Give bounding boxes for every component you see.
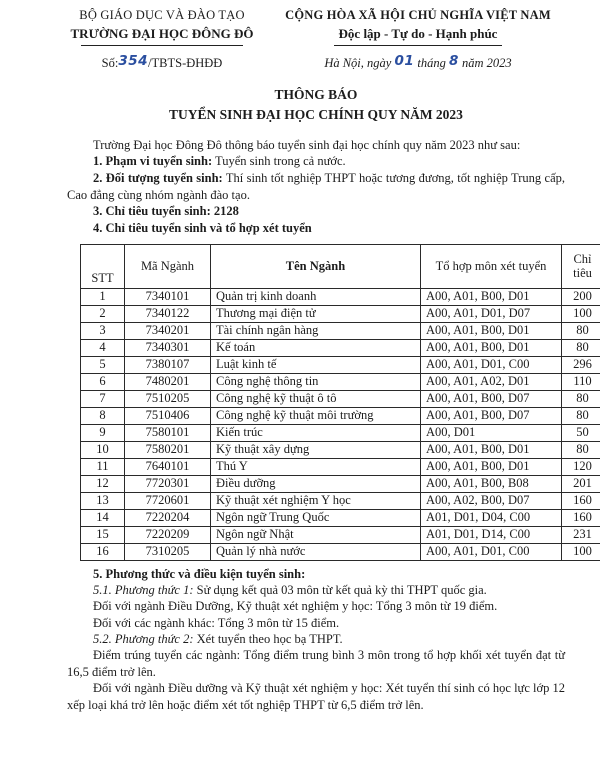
table-cell: 7480201	[125, 373, 211, 390]
table-header	[81, 244, 600, 288]
table-cell: Kỹ thuật xây dựng	[211, 441, 421, 458]
doc-number-prefix: Số:	[101, 55, 119, 70]
table-cell: A00, A01, B00, D07	[421, 407, 562, 424]
table-cell: 12	[81, 475, 125, 492]
table-cell: 231	[562, 526, 600, 543]
table-cell: A00, A01, B00, D07	[421, 390, 562, 407]
table-cell: 7510406	[125, 407, 211, 424]
table-cell: 296	[562, 356, 600, 373]
table-cell: 100	[562, 305, 600, 322]
table-cell: 80	[562, 441, 600, 458]
header-ma-nganh: Mã Ngành	[125, 244, 211, 288]
section-5-para-4	[67, 631, 565, 647]
table-cell: 110	[562, 373, 600, 390]
item-4-label: 4. Chỉ tiêu tuyển sinh và tổ hợp xét tuyển	[93, 220, 312, 235]
table-cell: 10	[81, 441, 125, 458]
item-2	[67, 170, 565, 203]
table-cell: Quản lý nhà nước	[211, 543, 421, 560]
table-row	[81, 407, 600, 424]
table-cell: Ngôn ngữ Trung Quốc	[211, 509, 421, 526]
table-cell: 6	[81, 373, 125, 390]
table-cell: 7640101	[125, 458, 211, 475]
table-cell: 14	[81, 509, 125, 526]
table-row	[81, 441, 600, 458]
table-cell: 100	[562, 543, 600, 560]
table-cell: 7720301	[125, 475, 211, 492]
table-row	[81, 305, 600, 322]
table-cell: A00, A01, D01, C00	[421, 356, 562, 373]
table-cell: A01, D01, D14, C00	[421, 526, 562, 543]
table-cell: 160	[562, 492, 600, 509]
table-cell: A00, A01, D01, C00	[421, 543, 562, 560]
table-cell: 120	[562, 458, 600, 475]
table-row	[81, 288, 600, 305]
table-cell: A00, D01	[421, 424, 562, 441]
table-cell: 15	[81, 526, 125, 543]
table-cell: 5	[81, 356, 125, 373]
method-2-label: 5.2. Phương thức 2:	[93, 632, 194, 647]
table-cell: A00, A01, B00, B08	[421, 475, 562, 492]
table-cell: A00, A01, B00, D01	[421, 339, 562, 356]
document-header	[53, 7, 565, 46]
item-1	[67, 153, 565, 170]
table-cell: A00, A01, B00, D01	[421, 441, 562, 458]
table-cell: 1	[81, 288, 125, 305]
table-cell: Ngôn ngữ Nhật	[211, 526, 421, 543]
document-meta-row	[53, 55, 565, 73]
item-3-label: 3. Chỉ tiêu tuyển sinh: 2128	[93, 204, 239, 219]
national-motto-block	[271, 7, 565, 46]
table-cell: 80	[562, 322, 600, 339]
date-text-3: năm 2023	[462, 55, 512, 70]
ministry-name: BỘ GIÁO DỤC VÀ ĐÀO TẠO	[79, 8, 245, 22]
item-1-text: Tuyển sinh trong cả nước.	[215, 154, 346, 169]
place-date-line	[271, 55, 565, 73]
header-stt: STT	[81, 244, 125, 288]
date-text-2: tháng	[417, 55, 446, 70]
table-cell: 7580101	[125, 424, 211, 441]
table-row	[81, 458, 600, 475]
table-row	[81, 390, 600, 407]
table-cell: A00, A01, D01, D07	[421, 305, 562, 322]
table-cell: A01, D01, D04, C00	[421, 509, 562, 526]
university-name: TRƯỜNG ĐẠI HỌC ĐÔNG ĐÔ	[70, 25, 254, 41]
table-cell: 7380107	[125, 356, 211, 373]
table-row	[81, 339, 600, 356]
table-row	[81, 543, 600, 560]
section-5	[67, 566, 565, 713]
table-row	[81, 373, 600, 390]
table-cell: A00, A01, A02, D01	[421, 373, 562, 390]
date-text-1: Hà Nội, ngày	[324, 55, 392, 70]
table-cell: A00, A02, B00, D07	[421, 492, 562, 509]
header-underline-right	[334, 45, 502, 46]
table-row	[81, 526, 600, 543]
motto-line2: Độc lập - Tự do - Hạnh phúc	[338, 25, 498, 41]
table-cell: 13	[81, 492, 125, 509]
table-row	[81, 424, 600, 441]
table-cell: 160	[562, 509, 600, 526]
table-cell: 7220209	[125, 526, 211, 543]
doc-number-suffix: /TBTS-ĐHĐĐ	[148, 55, 223, 70]
table-cell: Luật kinh tế	[211, 356, 421, 373]
table-cell: Công nghệ kỹ thuật môi trường	[211, 407, 421, 424]
table-cell: 2	[81, 305, 125, 322]
table-cell: Điều dưỡng	[211, 475, 421, 492]
table-cell: 201	[562, 475, 600, 492]
section-5-para-1	[67, 582, 565, 598]
header-to-hop: Tổ hợp môn xét tuyển	[421, 244, 562, 288]
motto-line1: CỘNG HÒA XÃ HỘI CHỦ NGHĨA VIỆT NAM	[285, 8, 551, 22]
method-2-text: Xét tuyển theo học bạ THPT.	[196, 632, 343, 647]
issuing-authority-block	[53, 7, 271, 46]
item-4	[67, 220, 565, 237]
table-cell: 80	[562, 407, 600, 424]
table-cell: Kế toán	[211, 339, 421, 356]
document-title	[67, 86, 565, 124]
table-cell: 7720601	[125, 492, 211, 509]
table-row	[81, 356, 600, 373]
section-5-para-3: Đối với các ngành khác: Tổng 3 môn từ 15 điểm.	[93, 615, 340, 630]
table-cell: A00, A01, B00, D01	[421, 288, 562, 305]
table-cell: 3	[81, 322, 125, 339]
table-cell: 7340122	[125, 305, 211, 322]
table-cell: 7340201	[125, 322, 211, 339]
table-cell: A00, A01, B00, D01	[421, 322, 562, 339]
table-cell: 9	[81, 424, 125, 441]
table-cell: 50	[562, 424, 600, 441]
table-row	[81, 475, 600, 492]
table-cell: 7580201	[125, 441, 211, 458]
table-cell: 7510205	[125, 390, 211, 407]
item-3	[67, 203, 565, 220]
table-cell: 200	[562, 288, 600, 305]
header-ten-nganh: Tên Ngành	[211, 244, 421, 288]
table-cell: Kiến trúc	[211, 424, 421, 441]
table-cell: 8	[81, 407, 125, 424]
header-underline-left	[81, 45, 243, 46]
document-number	[53, 55, 271, 73]
table-cell: 7340101	[125, 288, 211, 305]
table-cell: 7340301	[125, 339, 211, 356]
table-row	[81, 322, 600, 339]
item-2-text: Thí sinh tốt nghiệp THPT hoặc tương đương, tốt nghiệp Trung cấp, Cao đẳng cùng nhóm ngành đào tạo.	[67, 171, 566, 202]
table-cell: Tài chính ngân hàng	[211, 322, 421, 339]
method-1-label: 5.1. Phương thức 1:	[93, 582, 194, 597]
section-5-heading: 5. Phương thức và điều kiện tuyển sinh:	[93, 566, 306, 581]
admission-table-body	[81, 288, 600, 560]
table-cell: Quản trị kinh doanh	[211, 288, 421, 305]
table-cell: 7	[81, 390, 125, 407]
table-cell: 7310205	[125, 543, 211, 560]
table-cell: Thú Y	[211, 458, 421, 475]
table-cell: Công nghệ thông tin	[211, 373, 421, 390]
table-header-row	[81, 244, 600, 288]
table-cell: A00, A01, B00, D01	[421, 458, 562, 475]
table-cell: 4	[81, 339, 125, 356]
table-cell: 80	[562, 339, 600, 356]
table-cell: 80	[562, 390, 600, 407]
table-cell: Công nghệ kỹ thuật ô tô	[211, 390, 421, 407]
table-cell: Thương mại điện tử	[211, 305, 421, 322]
intro-paragraph: Trường Đại học Đông Đô thông báo tuyển sinh đại học chính quy năm 2023 như sau:	[93, 137, 521, 152]
header-chi-tieu: Chỉ tiêu	[562, 244, 600, 288]
item-2-label: 2. Đối tượng tuyển sinh:	[93, 171, 223, 186]
table-cell: 11	[81, 458, 125, 475]
title-line1: THÔNG BÁO	[274, 86, 358, 102]
table-cell: 16	[81, 543, 125, 560]
date-day-handwritten: 01	[394, 53, 415, 70]
section-5-para-2: Đối với ngành Điều Dưỡng, Kỹ thuật xét nghiệm y học: Tổng 3 môn từ 19 điểm.	[93, 599, 498, 614]
admission-quota-table	[80, 244, 600, 561]
section-5-para-6: Đối với ngành Điều dưỡng và Kỹ thuật xét nghiệm y học: Xét tuyển thí sinh có học lực lớp 12 xếp loại khá trở lên hoặc điểm xét tốt nghiệp THPT từ 6,5 điểm trở lên.	[67, 681, 565, 712]
table-row	[81, 509, 600, 526]
table-cell: Kỹ thuật xét nghiệm Y học	[211, 492, 421, 509]
section-5-para-5: Điểm trúng tuyển các ngành: Tổng điểm trung bình 3 môn trong tổ hợp khối xét tuyển đạt từ 16,5 điểm trở lên.	[67, 648, 565, 679]
doc-number-handwritten: 354	[118, 53, 149, 70]
title-line2: TUYỂN SINH ĐẠI HỌC CHÍNH QUY NĂM 2023	[169, 106, 463, 122]
date-month-handwritten: 8	[448, 53, 459, 70]
table-cell: 7220204	[125, 509, 211, 526]
method-1-text: Sử dụng kết quả 03 môn từ kết quả kỳ thi THPT quốc gia.	[196, 582, 487, 597]
item-1-label: 1. Phạm vi tuyển sinh:	[93, 154, 213, 169]
table-row	[81, 492, 600, 509]
